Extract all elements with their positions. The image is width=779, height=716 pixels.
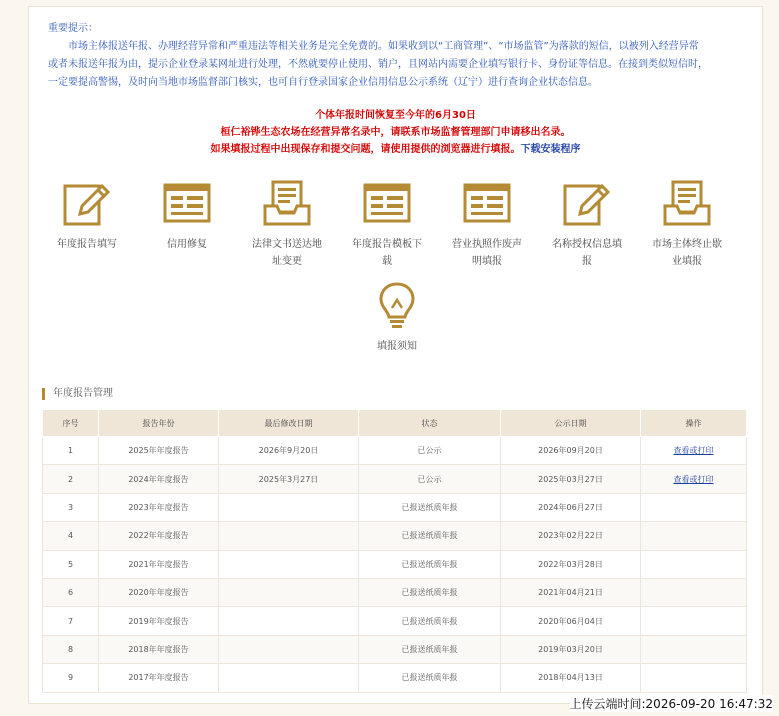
table-cell: 1 [43, 437, 99, 465]
table-cell: 已报送纸质年报 [359, 664, 501, 692]
column-header: 最后修改日期 [219, 410, 359, 437]
table-row [43, 465, 747, 493]
table-cell: 2018年04月13日 [501, 664, 641, 692]
table-cell: 2026年9月20日 [219, 437, 359, 465]
table-cell: 已报送纸质年报 [359, 578, 501, 606]
form-icon [442, 178, 532, 228]
icon-label: 营业执照作废声明填报 [452, 239, 522, 267]
table-row [43, 664, 747, 692]
table-cell [641, 550, 747, 578]
table-body [43, 437, 747, 693]
table-cell: 2023年02月22日 [501, 522, 641, 550]
icon-item-name-authorization[interactable] [542, 178, 632, 270]
icon-label: 填报须知 [377, 341, 417, 352]
icon-label: 法律文书送达地址变更 [252, 239, 322, 267]
notice-heading: 重要提示： [48, 23, 98, 34]
alert-line-2: 桓仁裕铧生态农场在经营异常名录中，请联系市场监督管理部门申请移出名录。 [220, 127, 571, 138]
table-cell [641, 607, 747, 635]
table-cell [219, 493, 359, 521]
table-cell: 3 [43, 493, 99, 521]
table-row [43, 493, 747, 521]
annual-report-table [42, 409, 747, 693]
table-cell [641, 465, 747, 493]
table-cell: 2025年年度报告 [99, 437, 219, 465]
tray-icon [642, 178, 732, 228]
table-cell: 2024年年度报告 [99, 465, 219, 493]
table-cell: 2020年06月04日 [501, 607, 641, 635]
table-cell: 已报送纸质年报 [359, 635, 501, 663]
table-cell [641, 493, 747, 521]
table-cell: 2026年09月20日 [501, 437, 641, 465]
icon-label: 市场主体终止歇业填报 [652, 239, 722, 267]
icon-item-fill-instructions[interactable] [352, 280, 442, 355]
pencil-icon [42, 178, 132, 228]
alert-line-3-text: 如果填报过程中出现保存和提交问题，请使用提供的浏览器进行填报。 [210, 144, 521, 155]
download-installer-link[interactable]: 下载安装程序 [520, 144, 581, 155]
icon-label: 名称授权信息填报 [552, 239, 622, 267]
table-cell: 5 [43, 550, 99, 578]
column-header: 报告年份 [99, 410, 219, 437]
table-cell [219, 607, 359, 635]
column-header: 公示日期 [501, 410, 641, 437]
table-cell [219, 522, 359, 550]
table-cell: 2022年03月28日 [501, 550, 641, 578]
upload-timestamp: 上传云端时间:2026-09-20 16:47:32 [569, 697, 773, 711]
table-cell [219, 578, 359, 606]
icon-label: 信用修复 [167, 239, 207, 250]
table-cell: 2021年年度报告 [99, 550, 219, 578]
pencil-icon [542, 178, 632, 228]
table-cell [219, 664, 359, 692]
column-header: 序号 [43, 410, 99, 437]
table-cell: 9 [43, 664, 99, 692]
table-cell: 2021年04月21日 [501, 578, 641, 606]
icon-label: 年度报告模板下载 [352, 239, 422, 267]
table-cell [641, 578, 747, 606]
table-cell: 已报送纸质年报 [359, 522, 501, 550]
table-cell: 2022年年度报告 [99, 522, 219, 550]
table-cell: 已公示 [359, 437, 501, 465]
table-cell: 2025年3月27日 [219, 465, 359, 493]
table-cell [641, 437, 747, 465]
table-cell [641, 664, 747, 692]
table-cell: 2017年年度报告 [99, 664, 219, 692]
table-row [43, 550, 747, 578]
table-cell: 7 [43, 607, 99, 635]
section-title: 年度报告管理 [42, 388, 113, 400]
lightbulb-icon [352, 280, 442, 330]
table-row [43, 437, 747, 465]
alert-lines [28, 107, 763, 158]
table-cell: 已报送纸质年报 [359, 550, 501, 578]
notice-box [48, 20, 708, 92]
form-icon [342, 178, 432, 228]
view-print-link[interactable]: 查看或打印 [673, 446, 714, 456]
notice-paragraph: 市场主体报送年报、办理经营异常和严重违法等相关业务是完全免费的。如果收到以“工商管理”、“市场监管”为落款的短信，以被列入经营异常或者未报送年报为由，提示企业登录某网址进行处理，不然就要停止使用、销户，且网站内需要企业填写银行卡、身份证等信息。在接到类似短信时，一定要提高警惕，及时向当地市场监督部门核实，也可自行登录国家企业信用信息公示系统（辽宁）进行查询企业状态信息。 [48, 41, 708, 88]
table-cell: 2020年年度报告 [99, 578, 219, 606]
table-row [43, 607, 747, 635]
table-cell: 6 [43, 578, 99, 606]
tray-icon [242, 178, 332, 228]
table-cell: 2019年03月20日 [501, 635, 641, 663]
icon-item-entity-termination[interactable] [642, 178, 732, 270]
table-row [43, 578, 747, 606]
table-cell: 2024年06月27日 [501, 493, 641, 521]
table-cell: 2 [43, 465, 99, 493]
view-print-link[interactable]: 查看或打印 [673, 474, 714, 484]
table-cell [219, 550, 359, 578]
icon-item-license-void-statement[interactable] [442, 178, 532, 270]
column-header: 状态 [359, 410, 501, 437]
alert-line-3 [28, 141, 763, 158]
table-cell: 8 [43, 635, 99, 663]
table-cell: 已公示 [359, 465, 501, 493]
column-header: 操作 [641, 410, 747, 437]
icon-item-credit-repair[interactable] [142, 178, 232, 253]
table-cell: 2019年年度报告 [99, 607, 219, 635]
table-cell: 2023年年度报告 [99, 493, 219, 521]
table-header-row [43, 410, 747, 437]
table-cell [219, 635, 359, 663]
form-icon [142, 178, 232, 228]
table-cell [641, 522, 747, 550]
icon-item-legal-doc-address[interactable] [242, 178, 332, 270]
alert-line-1: 个体年报时间恢复至今年的6月30日 [315, 110, 476, 121]
table-cell: 2018年年度报告 [99, 635, 219, 663]
function-icons [28, 178, 763, 358]
icon-item-annual-report-template[interactable] [342, 178, 432, 270]
table-cell: 2025年03月27日 [501, 465, 641, 493]
table-row [43, 522, 747, 550]
table-cell: 4 [43, 522, 99, 550]
table-row [43, 635, 747, 663]
table-cell [641, 635, 747, 663]
icon-item-annual-report-fill[interactable] [42, 178, 132, 253]
icon-label: 年度报告填写 [57, 239, 117, 250]
table-cell: 已报送纸质年报 [359, 607, 501, 635]
table-cell: 已报送纸质年报 [359, 493, 501, 521]
